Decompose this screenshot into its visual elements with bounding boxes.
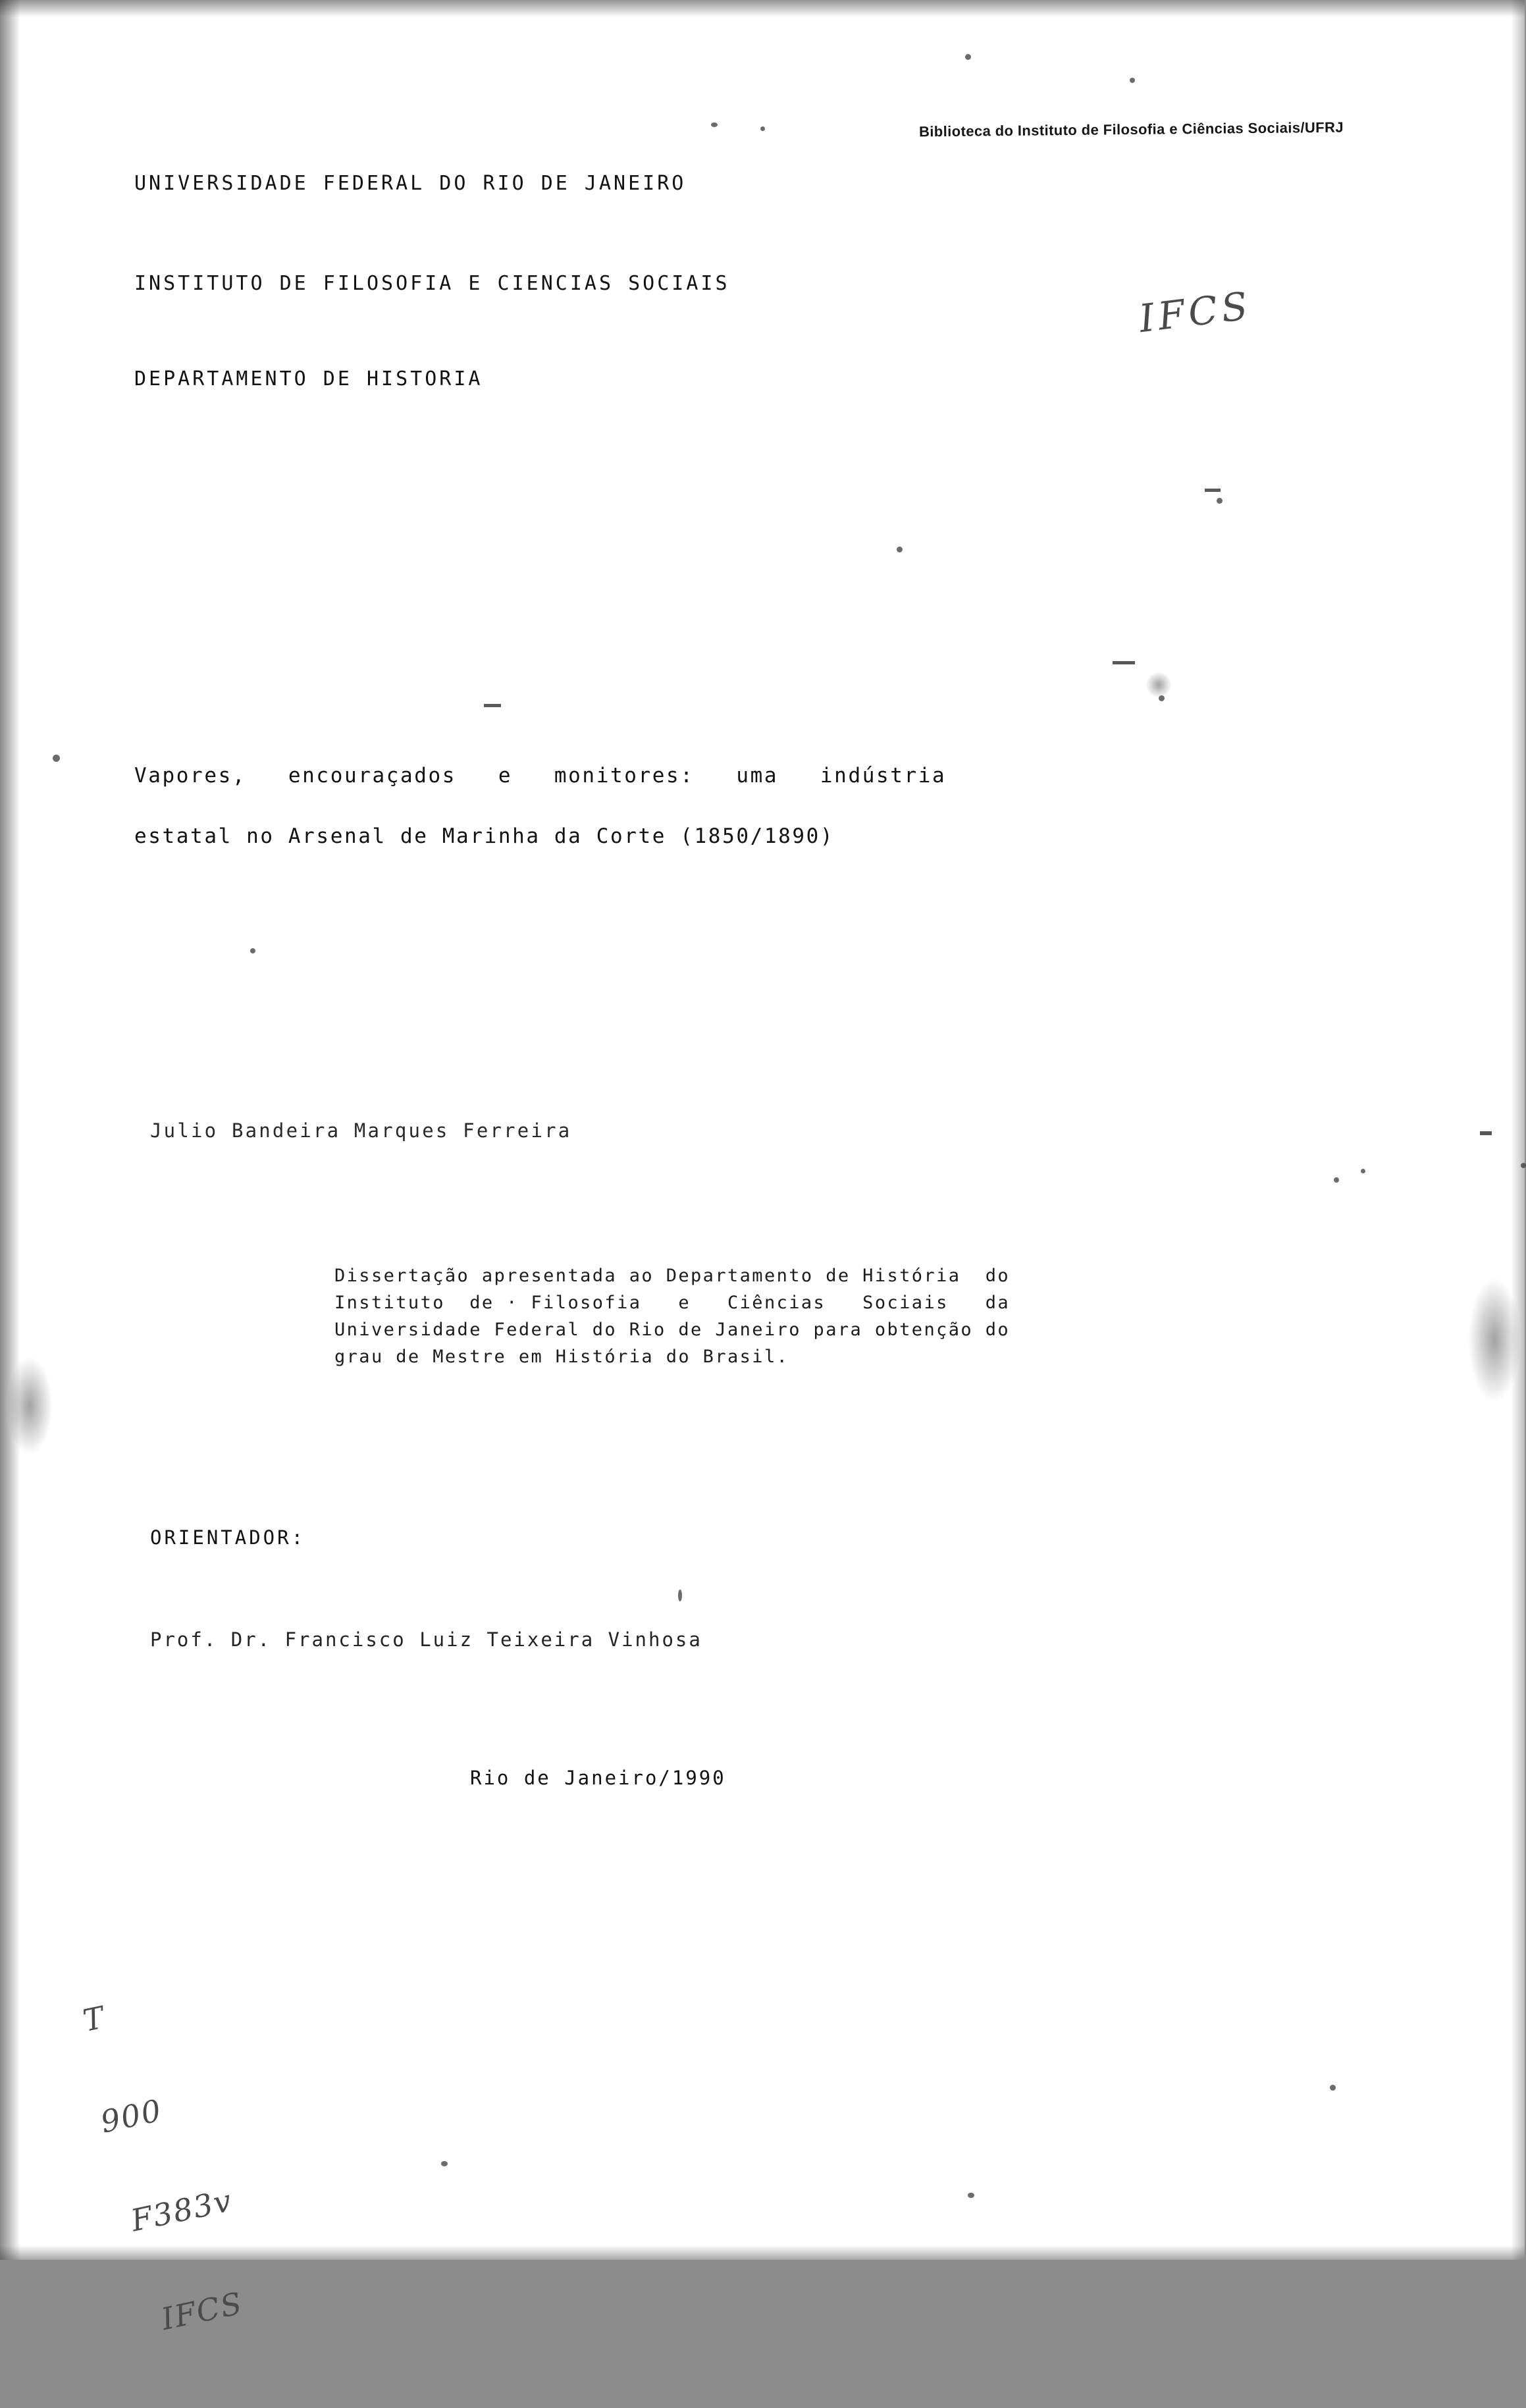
scan-speck — [678, 1590, 682, 1601]
scan-blotch — [1468, 1277, 1521, 1403]
thesis-title-line-1: Vapores, encouraçados e monitores: uma indústria — [134, 764, 947, 788]
scan-speck — [1217, 498, 1223, 504]
institution-line-2: INSTITUTO DE FILOSOFIA E CIENCIAS SOCIAIS — [134, 272, 730, 295]
call-number-line-2: 900 — [97, 2092, 166, 2140]
author-name: Julio Bandeira Marques Ferreira — [150, 1119, 572, 1142]
scan-speck — [1130, 78, 1135, 83]
submission-statement-line-4: grau de Mestre em História do Brasil. — [334, 1347, 789, 1367]
scan-speck — [1330, 2085, 1336, 2091]
scan-tick — [484, 704, 501, 707]
scan-speck — [760, 126, 765, 131]
call-number-line-1: T — [80, 1999, 109, 2039]
submission-statement-line-2: Instituto de · Filosofia e Ciências Sociais da — [334, 1293, 1011, 1313]
scan-speck — [1159, 695, 1165, 701]
advisor-label: ORIENTADOR: — [150, 1526, 306, 1549]
scan-speck — [965, 54, 971, 60]
submission-statement-line-1: Dissertação apresentada ao Departamento de História do — [334, 1266, 1011, 1286]
scan-speck — [968, 2193, 974, 2198]
scan-tick — [1205, 489, 1221, 492]
scan-speck — [897, 547, 903, 552]
scan-speck — [250, 948, 255, 953]
scan-blotch — [7, 1356, 53, 1455]
handwritten-call-number — [62, 1915, 271, 2407]
call-number-line-3: F383v — [128, 2182, 236, 2239]
scan-speck — [1334, 1177, 1339, 1183]
scan-speck — [711, 122, 718, 127]
scan-edge-right — [1508, 0, 1525, 2260]
scan-tick — [1113, 661, 1135, 664]
scan-speck — [1361, 1169, 1365, 1173]
scan-speck — [441, 2161, 448, 2166]
place-and-date: Rio de Janeiro/1990 — [470, 1767, 726, 1789]
call-number-line-4: IFCS — [158, 2285, 246, 2338]
scan-speck — [1521, 1163, 1526, 1168]
submission-statement-line-3: Universidade Federal do Rio de Janeiro para obtenção do — [334, 1320, 1011, 1340]
scan-edge-left — [0, 0, 29, 2260]
library-stamp: Biblioteca do Instituto de Filosofia e Ciências Sociais/UFRJ — [918, 119, 1344, 140]
advisor-name: Prof. Dr. Francisco Luiz Teixeira Vinhosa — [150, 1628, 702, 1651]
handwritten-ifcs-top: IFCS — [1136, 282, 1254, 342]
institution-line-1: UNIVERSIDADE FEDERAL DO RIO DE JANEIRO — [134, 172, 687, 195]
scan-edge-top — [0, 0, 1525, 20]
institution-line-3: DEPARTAMENTO DE HISTORIA — [134, 367, 483, 390]
scan-tick — [1480, 1131, 1492, 1135]
scan-blotch — [1145, 672, 1172, 698]
scan-speck — [53, 755, 60, 762]
thesis-title-line-2: estatal no Arsenal de Marinha da Corte (1850/1890) — [134, 824, 835, 848]
